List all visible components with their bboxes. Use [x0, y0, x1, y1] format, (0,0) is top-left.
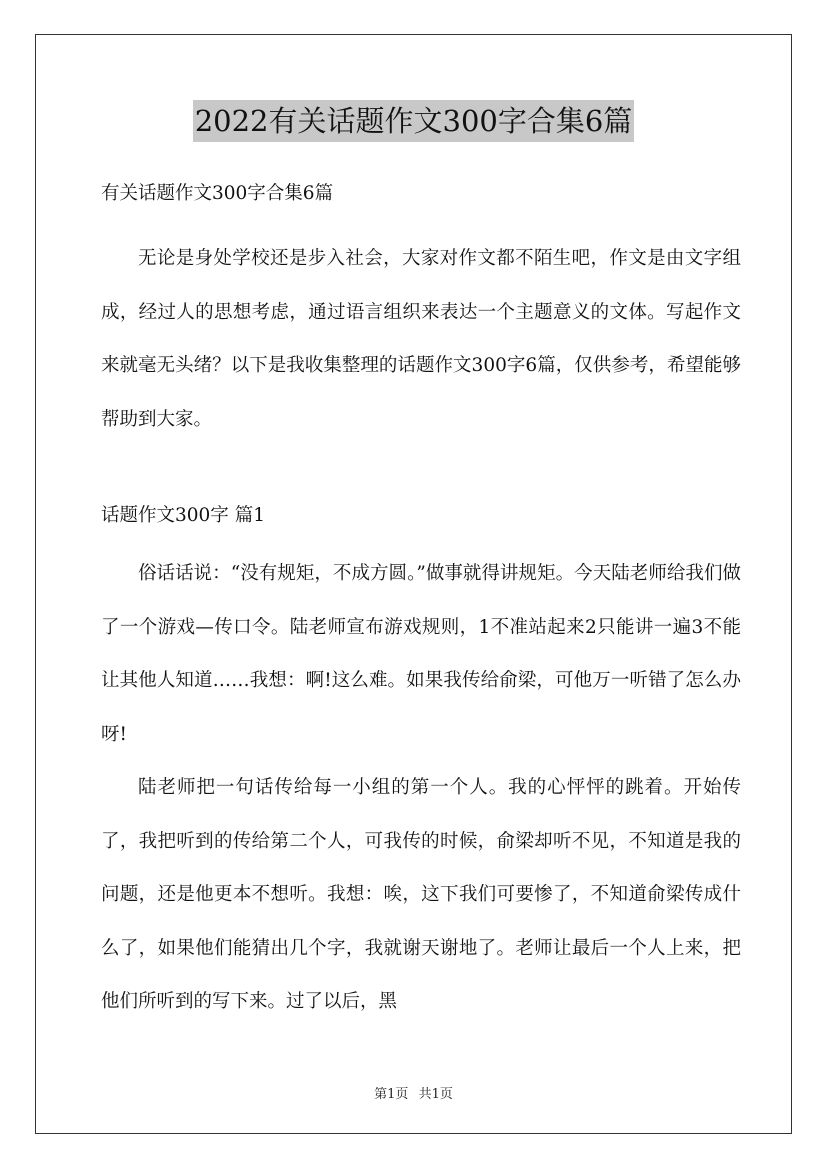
- document-title: 2022有关话题作文300字合集6篇: [193, 100, 635, 142]
- section-heading: 话题作文300字 篇1: [101, 505, 265, 526]
- title-container: [0, 100, 827, 142]
- page-footer: [0, 1083, 827, 1102]
- document-subtitle: 有关话题作文300字合集6篇: [101, 183, 334, 204]
- document-body: [101, 177, 741, 1029]
- page-total: 共1页: [418, 1087, 453, 1102]
- body-paragraph: 陆老师把一句话传给每一小组的第一个人。我的心怦怦的跳着。开始传了，我把听到的传给第二个人，可我传的时候，俞梁却听不见，不知道是我的问题，还是他更本不想听。我想：唉，这下我们可要惨了，不知道俞梁传成什么了，如果他们能猜出几个字，我就谢天谢地了。老师让最后一个人上来，把他们所听到的写下来。过了以后，黑: [101, 777, 741, 1012]
- page-number: 第1页: [374, 1087, 409, 1102]
- intro-paragraph: 无论是身处学校还是步入社会，大家对作文都不陌生吧，作文是由文字组成，经过人的思想考虑，通过语言组织来表达一个主题意义的文体。写起作文来就毫无头绪？以下是我收集整理的话题作文300字6篇，仅供参考，希望能够帮助到大家。: [101, 248, 741, 430]
- body-paragraph: 俗话话说：“没有规矩，不成方圆。”做事就得讲规矩。今天陆老师给我们做了一个游戏—传口令。陆老师宣布游戏规则，1不准站起来2只能讲一遍3不能让其他人知道……我想：啊!这么难。如果我传给俞梁，可他万一听错了怎么办呀!: [101, 563, 741, 745]
